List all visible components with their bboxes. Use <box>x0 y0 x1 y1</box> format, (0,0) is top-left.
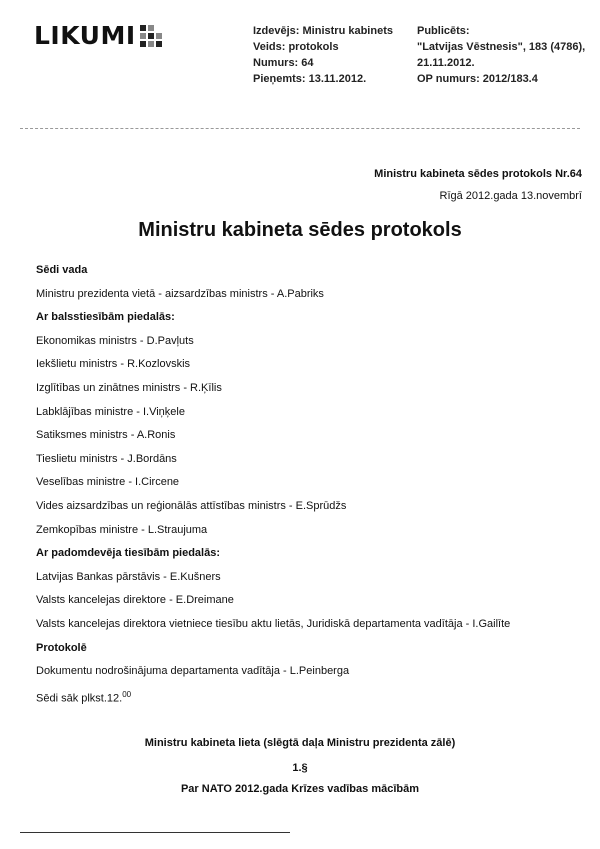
logo-grid-icon <box>140 25 162 47</box>
list-item: Labklājības ministre - I.Viņķele <box>36 405 185 418</box>
meta-publisher: Izdevējs: Ministru kabinets <box>253 25 393 37</box>
published-date: 21.11.2012. <box>417 57 475 69</box>
op-number: OP numurs: 2012/183.4 <box>417 73 538 85</box>
logo-text: LIKUMI <box>34 21 136 50</box>
list-item: Dokumentu nodrošinājuma departamenta vadītāja - L.Peinberga <box>36 665 350 678</box>
published-source: "Latvijas Vēstnesis", 183 (4786), <box>417 41 586 53</box>
footnote-rule <box>20 832 290 833</box>
chair-heading: Sēdi vada <box>36 264 88 276</box>
agenda-subject: Par NATO 2012.gada Krīzes vadības mācībām <box>180 783 420 795</box>
advisory-members-heading: Ar padomdevēja tiesībām piedalās: <box>36 547 221 560</box>
attendance-list <box>36 262 576 710</box>
start-time-text: Sēdi sāk plkst.12. <box>36 692 123 705</box>
meta-adopted: Pieņemts: 13.11.2012. <box>253 73 367 85</box>
list-item: Tieslietu ministrs - J.Bordāns <box>36 452 177 465</box>
voting-members-heading: Ar balsstiesībām piedalās: <box>36 311 175 324</box>
start-time <box>36 687 576 711</box>
list-item: Satiksmes ministrs - A.Ronis <box>36 429 176 442</box>
list-item: Veselības ministre - I.Circene <box>36 476 180 489</box>
published-label: Publicēts: <box>417 25 470 37</box>
list-item: Valsts kancelejas direktora vietniece tiesību aktu lietās, Juridiskā departamenta vadītāja - I.Gailīte <box>36 617 511 630</box>
meta-number: Numurs: 64 <box>253 57 314 69</box>
list-item: Izglītības un zinātnes ministrs - R.Ķīlis <box>36 381 222 394</box>
list-item: Latvijas Bankas pārstāvis - E.Kušners <box>36 570 221 583</box>
publication-meta <box>253 23 393 87</box>
place-date: Rīgā 2012.gada 13.novembrī <box>439 190 582 202</box>
section-heading: Ministru kabineta lieta (slēgtā daļa Ministru prezidenta zālē) <box>144 737 456 749</box>
list-item: Zemkopības ministre - L.Straujuma <box>36 523 208 536</box>
meta-type: Veids: protokols <box>253 41 339 53</box>
header-divider <box>20 128 580 129</box>
recorder-heading: Protokolē <box>36 641 87 654</box>
list-item: Vides aizsardzības un reģionālās attīstības ministrs - E.Sprūdžs <box>36 499 347 512</box>
list-item: Ekonomikas ministrs - D.Pavļuts <box>36 334 194 347</box>
protocol-number: Ministru kabineta sēdes protokols Nr.64 <box>374 168 582 180</box>
paragraph-mark: 1.§ <box>292 762 308 774</box>
list-item: Iekšlietu ministrs - R.Kozlovskis <box>36 358 191 371</box>
list-item: Valsts kancelejas direktore - E.Dreimane <box>36 594 234 607</box>
page-title: Ministru kabineta sēdes protokols <box>138 219 462 241</box>
start-time-minutes: 00 <box>122 689 132 699</box>
publication-info <box>417 23 585 87</box>
likumi-logo[interactable] <box>34 22 162 50</box>
list-item: Ministru prezidenta vietā - aizsardzības ministrs - A.Pabriks <box>36 287 324 300</box>
